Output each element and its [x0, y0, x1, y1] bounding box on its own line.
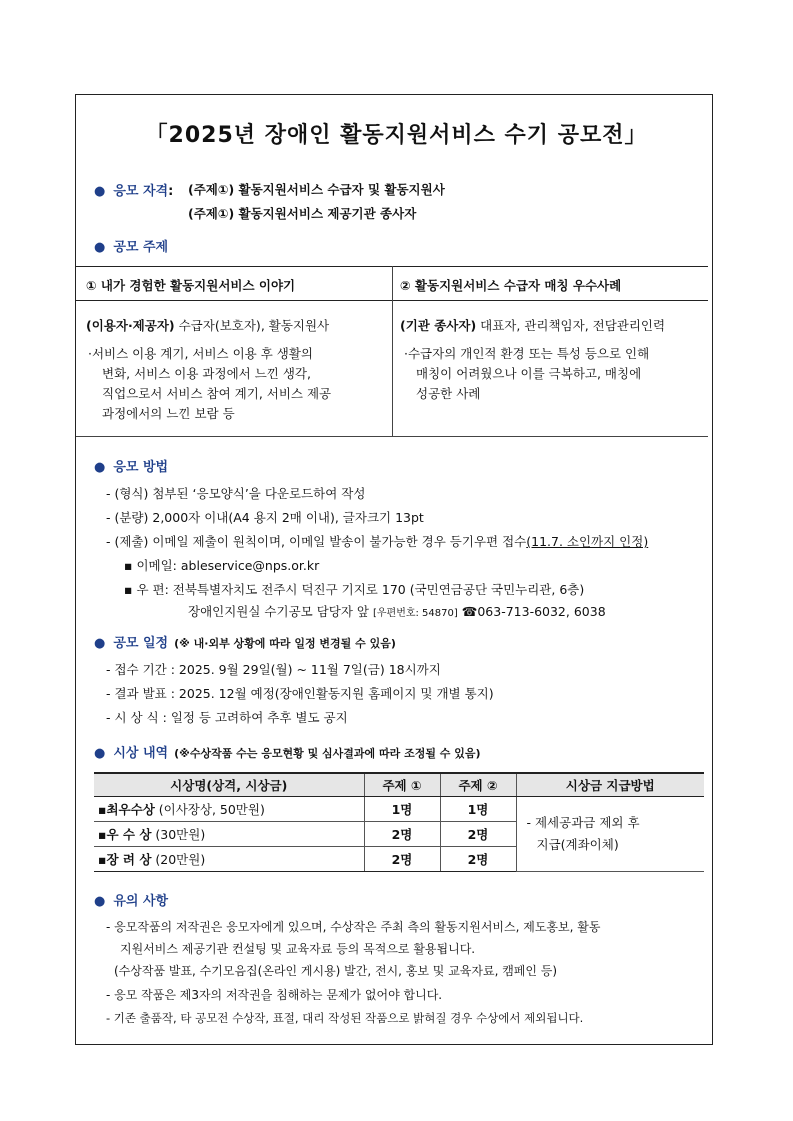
method-item: - (분량) 2,000자 이내(A4 용지 2매 이내), 글자크기 13pt [106, 510, 424, 525]
theme-2-title: ② 활동지원서비스 수급자 매칭 우수사례 [400, 278, 622, 293]
theme-1-desc [88, 344, 331, 424]
page-title: 「2025년 장애인 활동지원서비스 수기 공모전」 [145, 123, 648, 148]
bullet-icon: ● [94, 636, 106, 651]
email-label: ▪ 이메일: [124, 558, 177, 573]
theme-2-who-value: 대표자, 관리책임자, 전담관리인력 [480, 318, 666, 333]
notes-item: - 응모작품의 저작권은 응모자에게 있으며, 수상작은 주최 측의 활동지원서비스, 제도홍보, 활동 [106, 920, 601, 934]
eligibility-line-1: (주제①) 활동지원서비스 수급자 및 활동지원사 [188, 182, 445, 197]
notes-item: (수상작품 발표, 수기모음집(온라인 게시용) 발간, 전시, 홍보 및 교육자료, 캠페인 등) [114, 964, 558, 978]
theme-1-title: ① 내가 경험한 활동지원서비스 이야기 [86, 278, 296, 293]
theme-2-count: 1명 [440, 797, 516, 822]
schedule-item: - 결과 발표 : 2025. 12월 예정(장애인활동지원 홈페이지 및 개별 통지) [106, 686, 494, 701]
header-theme-1: 주제 ① [364, 773, 440, 797]
method-item: - (형식) 첨부된 ‘응모양식’을 다운로드하여 작성 [106, 486, 366, 501]
theme-table-bottom [76, 436, 708, 437]
awards-table [94, 772, 704, 872]
post-code: [우편번호: 54870] [372, 608, 458, 619]
award-name [94, 847, 364, 872]
theme-1-count: 1명 [364, 797, 440, 822]
notes-heading-text: 유의 사항 [113, 894, 169, 909]
email-value: ableservice@nps.or.kr [180, 558, 320, 573]
theme-1-desc-line: 직업으로서 서비스 참여 계기, 서비스 제공 [102, 386, 332, 401]
schedule-heading-text: 공모 일정 [113, 636, 169, 651]
post-address-line-1: 전북특별자치도 전주시 덕진구 기지로 170 (국민연금공단 국민누리관, 6층) [172, 582, 585, 597]
contact-phone: ☎063-713-6032, 6038 [461, 604, 606, 619]
header-theme-2: 주제 ② [440, 773, 516, 797]
method-post-2 [188, 602, 606, 620]
theme-2-count: 2명 [440, 847, 516, 872]
payment-line: - 제세공과금 제외 후 [526, 815, 640, 830]
method-submit-note: (11.7. 소인까지 인정) [526, 534, 649, 549]
award-title: ▪우 수 상 [98, 827, 152, 842]
schedule-item: - 접수 기간 : 2025. 9월 29일(월) ~ 11월 7일(금) 18시까지 [106, 662, 441, 677]
bullet-icon: ● [94, 184, 106, 199]
award-title: ▪장 려 상 [98, 852, 152, 867]
award-detail: (20만원) [155, 852, 206, 867]
eligibility-line-2: (주제①) 활동지원서비스 제공기관 종사자 [188, 206, 417, 221]
theme-1-count: 2명 [364, 822, 440, 847]
theme-2-desc-line: 매칭이 어려웠으나 이를 극복하고, 매칭에 [416, 366, 642, 381]
theme-1-who [86, 316, 329, 336]
header-award-name: 시상명(상격, 시상금) [94, 773, 364, 797]
method-email [124, 556, 319, 574]
table-row [94, 797, 704, 822]
theme-2-count: 2명 [440, 822, 516, 847]
payment-method [516, 797, 704, 872]
schedule-note: (※ 내·외부 상황에 따라 일정 변경될 수 있음) [174, 637, 396, 650]
award-detail: (이사장상, 50만원) [158, 802, 265, 817]
bullet-icon: ● [94, 460, 106, 475]
bullet-icon: ● [94, 240, 106, 255]
awards-heading-text: 시상 내역 [113, 746, 169, 761]
award-detail: (30만원) [155, 827, 206, 842]
bullet-icon: ● [94, 894, 106, 909]
eligibility-heading: ● 응모 자격: [94, 184, 174, 199]
theme-table-divider [392, 266, 393, 436]
awards-heading [94, 742, 481, 761]
notes-heading [94, 890, 168, 909]
theme-1-who-label: (이용자·제공자) [86, 318, 175, 333]
method-heading [94, 456, 168, 475]
theme-1-count: 2명 [364, 847, 440, 872]
header-payment: 시상금 지급방법 [516, 773, 704, 797]
theme-1-desc-line: 과정에서의 느낀 보람 등 [102, 406, 235, 421]
eligibility-heading-text: 응모 자격 [113, 184, 169, 199]
method-submit-text: - (제출) 이메일 제출이 원칙이며, 이메일 발송이 불가능한 경우 등기우편 접수 [106, 534, 527, 549]
awards-table-header [94, 773, 704, 797]
theme-1-who-value: 수급자(보호자), 활동지원사 [178, 318, 330, 333]
method-item [106, 532, 648, 550]
award-name [94, 822, 364, 847]
theme-2-desc-line: 성공한 사례 [416, 386, 481, 401]
themes-heading-text: 공모 주제 [113, 240, 169, 255]
notes-item: - 응모 작품은 제3자의 저작권을 침해하는 문제가 없어야 합니다. [106, 988, 443, 1002]
bullet-icon: ● [94, 746, 106, 761]
post-address-line-2: 장애인지원실 수기공모 담당자 앞 [188, 604, 369, 619]
theme-1-desc-line: ·서비스 이용 계기, 서비스 이용 후 생활의 [88, 346, 313, 361]
award-name [94, 797, 364, 822]
payment-line: 지급(계좌이체) [536, 837, 619, 852]
theme-2-who-label: (기관 종사자) [400, 318, 477, 333]
awards-note: (※수상작품 수는 응모현황 및 심사결과에 따라 조정될 수 있음) [174, 747, 481, 760]
theme-2-desc-line: ·수급자의 개인적 환경 또는 특성 등으로 인해 [404, 346, 650, 361]
method-post [124, 580, 584, 598]
theme-1-desc-line: 변화, 서비스 이용 과정에서 느낀 생각, [102, 366, 311, 381]
notes-item: 지원서비스 제공기관 컨설팅 및 교육자료 등의 목적으로 활용됩니다. [120, 942, 476, 956]
schedule-heading [94, 632, 396, 651]
notes-item: - 기존 출품작, 타 공모전 수상작, 표절, 대리 작성된 작품으로 밝혀질 경우 수상에서 제외됩니다. [106, 1011, 584, 1025]
post-label: ▪ 우 편: [124, 582, 169, 597]
theme-2-who [400, 316, 665, 336]
theme-2-desc [404, 344, 649, 404]
method-heading-text: 응모 방법 [113, 460, 169, 475]
themes-heading [94, 236, 168, 255]
schedule-item: - 시 상 식 : 일정 등 고려하여 추후 별도 공지 [106, 710, 348, 725]
award-title: ▪최우수상 [98, 802, 155, 817]
